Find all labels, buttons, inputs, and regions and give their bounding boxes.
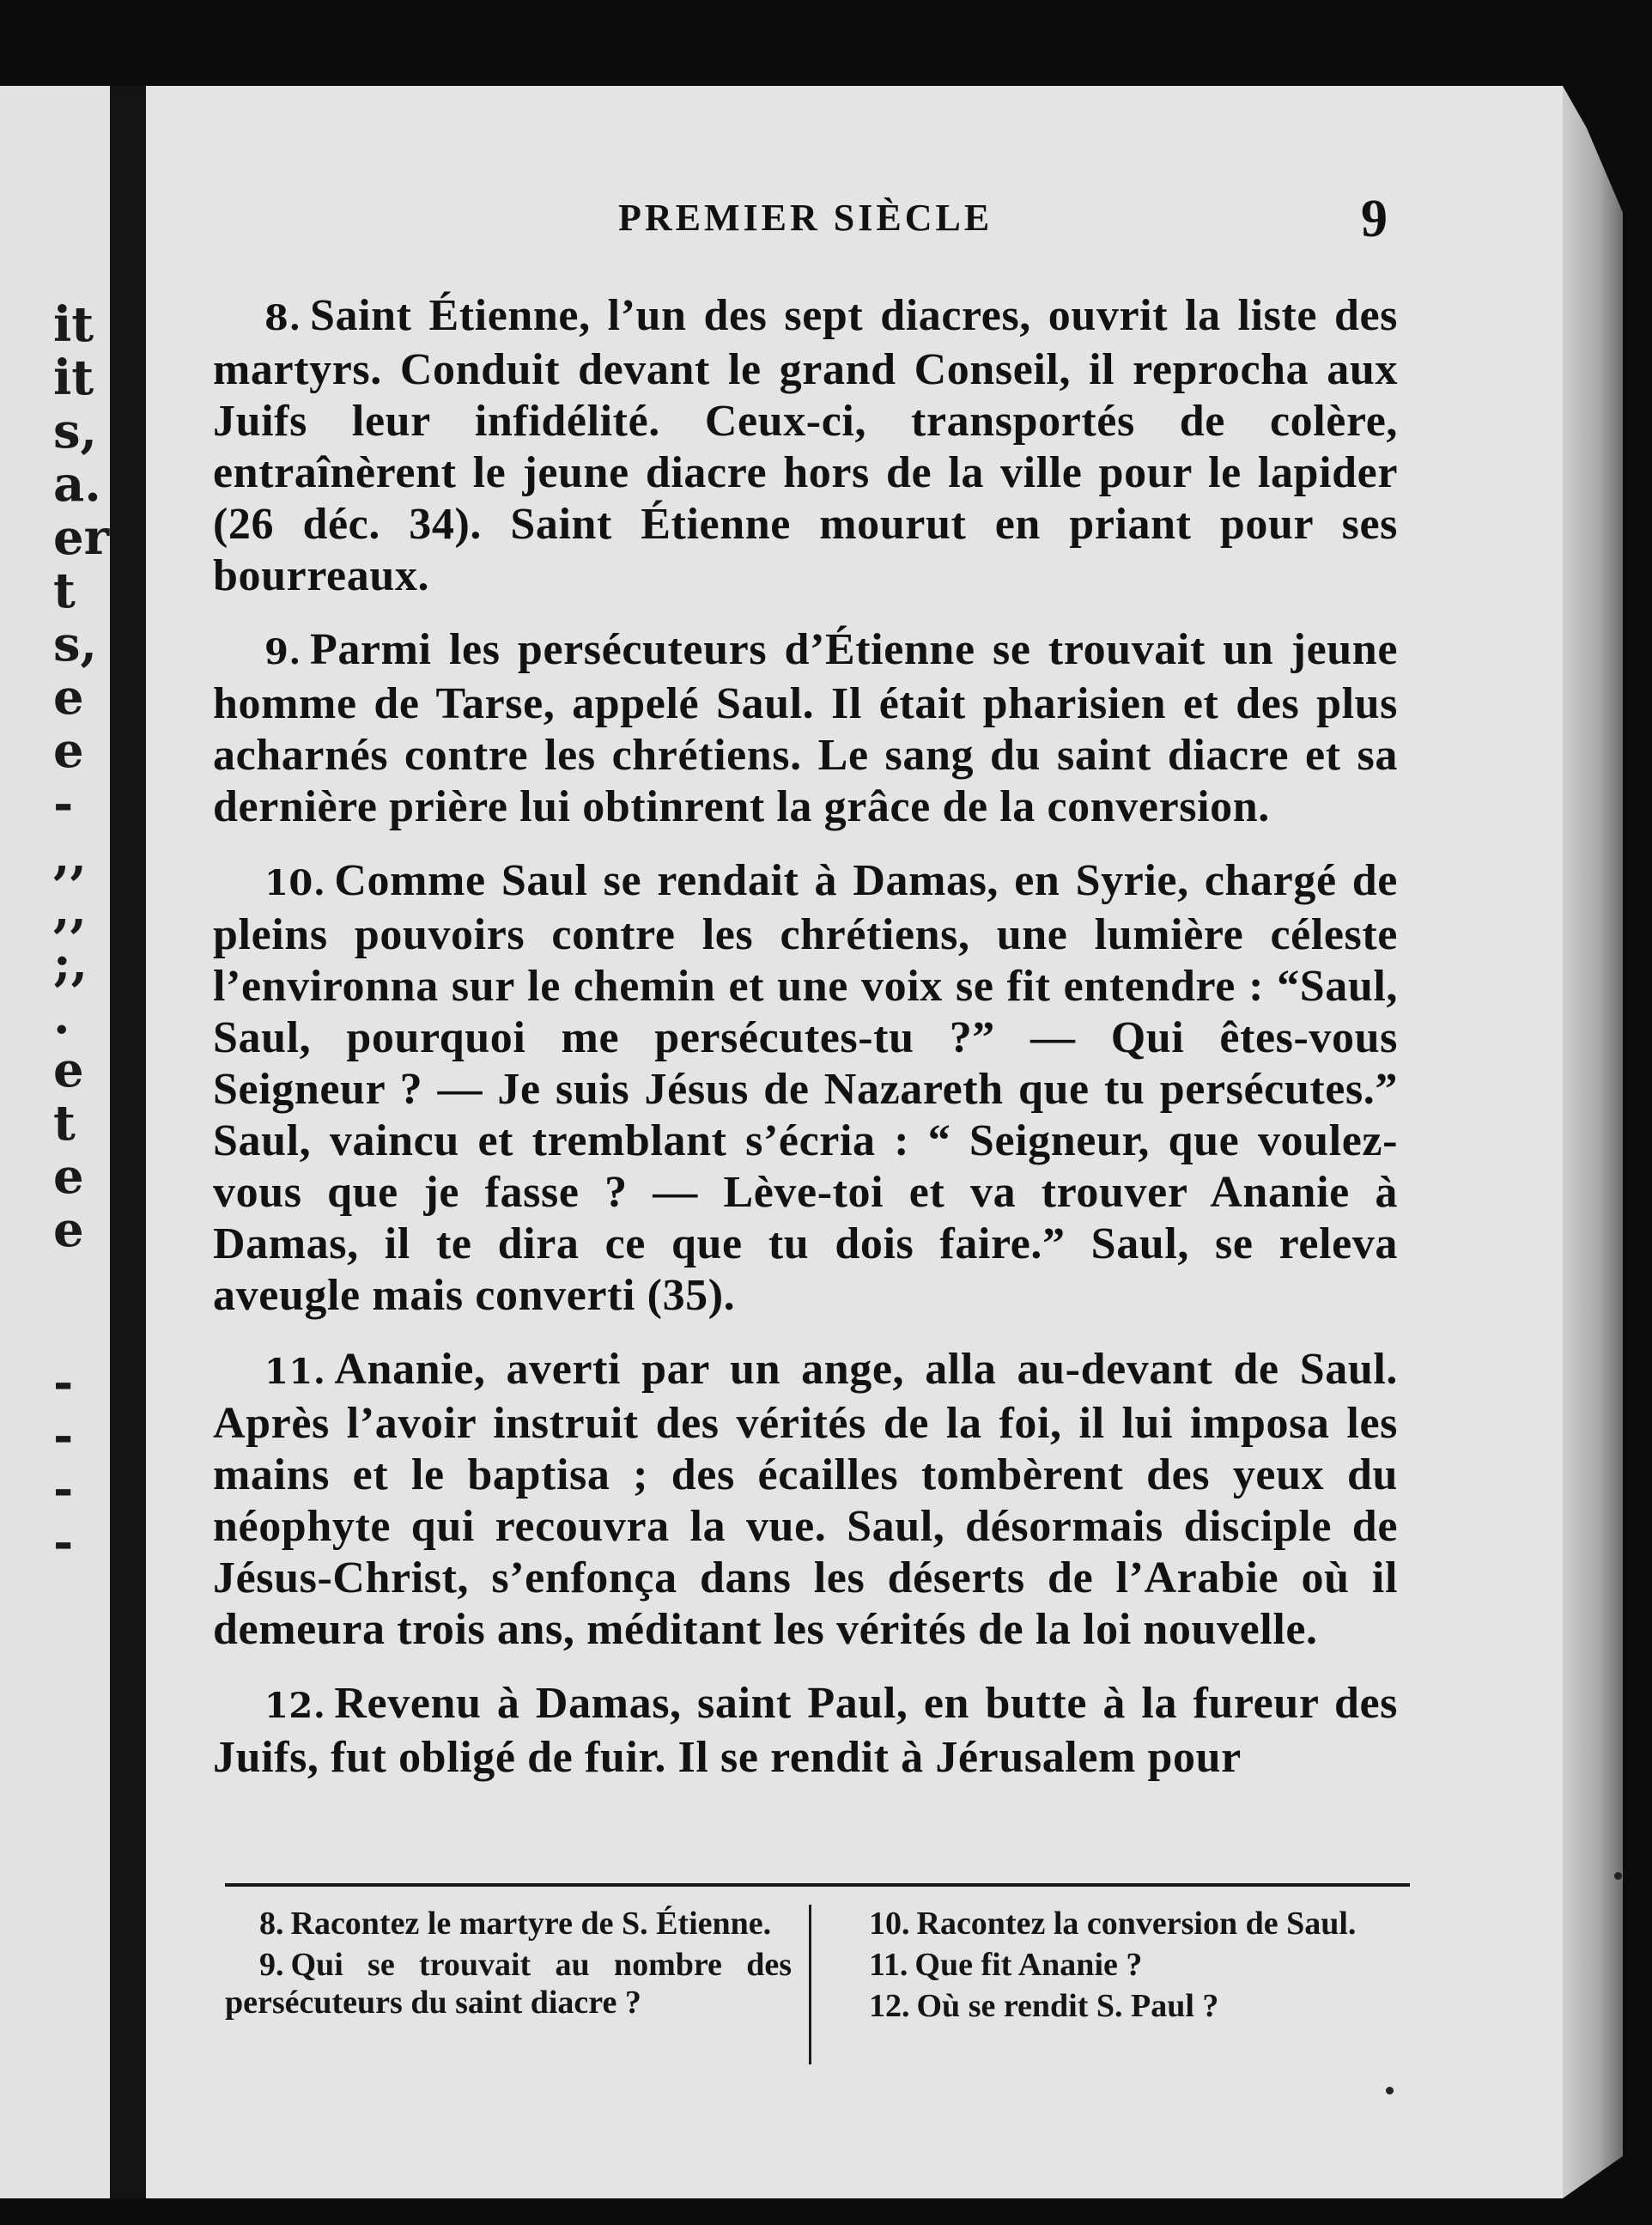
paragraph-number: 9. — [264, 632, 301, 672]
left-margin-fragment: ;, — [53, 935, 88, 992]
page-stack-edge — [1563, 86, 1623, 2198]
paragraph-number: 8. — [264, 298, 301, 338]
question-item — [835, 1987, 1401, 2025]
question-number: 10. — [869, 1906, 910, 1942]
ink-speck — [1614, 1872, 1622, 1880]
running-title: PREMIER SIÈCLE — [618, 197, 993, 239]
question-number: 9. — [259, 1947, 284, 1983]
left-margin-fragment: . — [53, 988, 70, 1045]
footnote-rule — [225, 1883, 1410, 1887]
book-spine-gutter — [110, 86, 146, 2198]
question-item — [225, 1905, 792, 1942]
question-item — [835, 1905, 1401, 1942]
main-text-block — [213, 290, 1398, 1806]
question-item — [835, 1946, 1401, 1984]
left-margin-fragment: s, — [53, 616, 98, 672]
paragraph-text: Revenu à Damas, saint Paul, en butte à la fureur des Juifs, fut obligé de fuir. Il se rendit à Jérusalem pour — [213, 1679, 1398, 1782]
left-margin-fragment: ,, — [53, 829, 87, 885]
left-margin-fragment: er — [53, 509, 110, 566]
paragraph-8 — [213, 290, 1398, 602]
left-margin-fragment: e — [53, 669, 84, 726]
paragraph-11 — [213, 1344, 1398, 1656]
paragraph-text: Comme Saul se rendait à Damas, en Syrie, chargé de pleins pouvoirs contre les chrétiens, une lumière céleste l’environna sur le chemin et une voix se fit entendre : “Saul, Saul, pourquoi me persécutes-tu ?” — Qui êtes-vous Seigneur ? — Je suis Jésus de Nazareth que tu persécutes.” Saul, vaincu et tremblant s’écria : “ Seigneur, que voulez-vous que je fasse ? — Lève-toi et va trouver Ananie à Damas, il te dira ce que tu dois faire.” Saul, se releva aveugle mais converti (35). — [213, 856, 1398, 1320]
left-margin-fragment: s, — [53, 403, 98, 459]
paragraph-10 — [213, 855, 1398, 1322]
question-text: Que fit Ananie ? — [914, 1947, 1143, 1983]
paragraph-number: 11. — [264, 1352, 326, 1392]
left-margin-fragment: a. — [53, 456, 101, 513]
left-margin-fragment: - — [53, 775, 74, 832]
question-text: Où se rendit S. Paul ? — [916, 1988, 1219, 2024]
questions-right-column — [835, 1905, 1401, 2028]
paragraph-number: 10. — [264, 863, 326, 903]
questions-left-column — [225, 1905, 792, 2025]
left-margin-fragment: - — [53, 1461, 74, 1517]
left-margin-fragment: it — [53, 350, 94, 406]
left-margin-fragment: t — [53, 562, 76, 619]
question-number: 8. — [259, 1906, 284, 1942]
left-facing-page — [0, 86, 110, 2198]
question-item — [225, 1946, 792, 2021]
left-margin-fragment: e — [53, 1148, 84, 1205]
left-margin-fragment: e — [53, 722, 84, 779]
question-text: Qui se trouvait au nombre des persécuteurs du saint diacre ? — [225, 1947, 792, 2021]
paragraph-text: Parmi les persécuteurs d’Étienne se trouvait un jeune homme de Tarse, appelé Saul. Il était pharisien et des plus acharnés contre les chrétiens. Le sang du saint diacre et sa dernière prière lui obtinrent la grâce de la conversion. — [213, 625, 1398, 831]
left-margin-fragment: e — [53, 1201, 84, 1258]
left-margin-fragment: ,, — [53, 882, 87, 939]
left-margin-fragment: t — [53, 1095, 76, 1152]
left-margin-fragment: e — [53, 1042, 84, 1098]
questions-column-divider — [809, 1905, 811, 2064]
left-margin-fragment: - — [53, 1354, 74, 1411]
left-margin-fragment: - — [53, 1407, 74, 1464]
question-number: 11. — [869, 1947, 908, 1983]
left-margin-fragment: it — [53, 296, 94, 353]
paragraph-text: Ananie, averti par un ange, alla au-devant de Saul. Après l’avoir instruit des vérités de la foi, il lui imposa les mains et le baptisa ; des écailles tombèrent des yeux du néophyte qui recouvra la vue. Saul, désormais disciple de Jésus-Christ, s’enfonça dans les déserts de l’Arabie où il demeura trois ans, méditant les vérités de la loi nouvelle. — [213, 1345, 1398, 1654]
paragraph-text: Saint Étienne, l’un des sept diacres, ouvrit la liste des martyrs. Conduit devant le grand Conseil, il reprocha aux Juifs leur infidélité. Ceux-ci, transportés de colère, entraînèrent le jeune diacre hors de la ville pour le lapider (26 déc. 34). Saint Étienne mourut en priant pour ses bourreaux. — [213, 291, 1398, 600]
question-text: Racontez la conversion de Saul. — [916, 1906, 1357, 1942]
ink-speck — [1386, 2087, 1394, 2094]
paragraph-number: 12. — [264, 1686, 326, 1726]
question-text: Racontez le martyre de S. Étienne. — [290, 1906, 772, 1942]
paragraph-9 — [213, 624, 1398, 833]
paragraph-12 — [213, 1678, 1398, 1784]
page-number: 9 — [1361, 190, 1388, 248]
question-number: 12. — [869, 1988, 910, 2024]
left-margin-fragment: - — [53, 1514, 74, 1571]
